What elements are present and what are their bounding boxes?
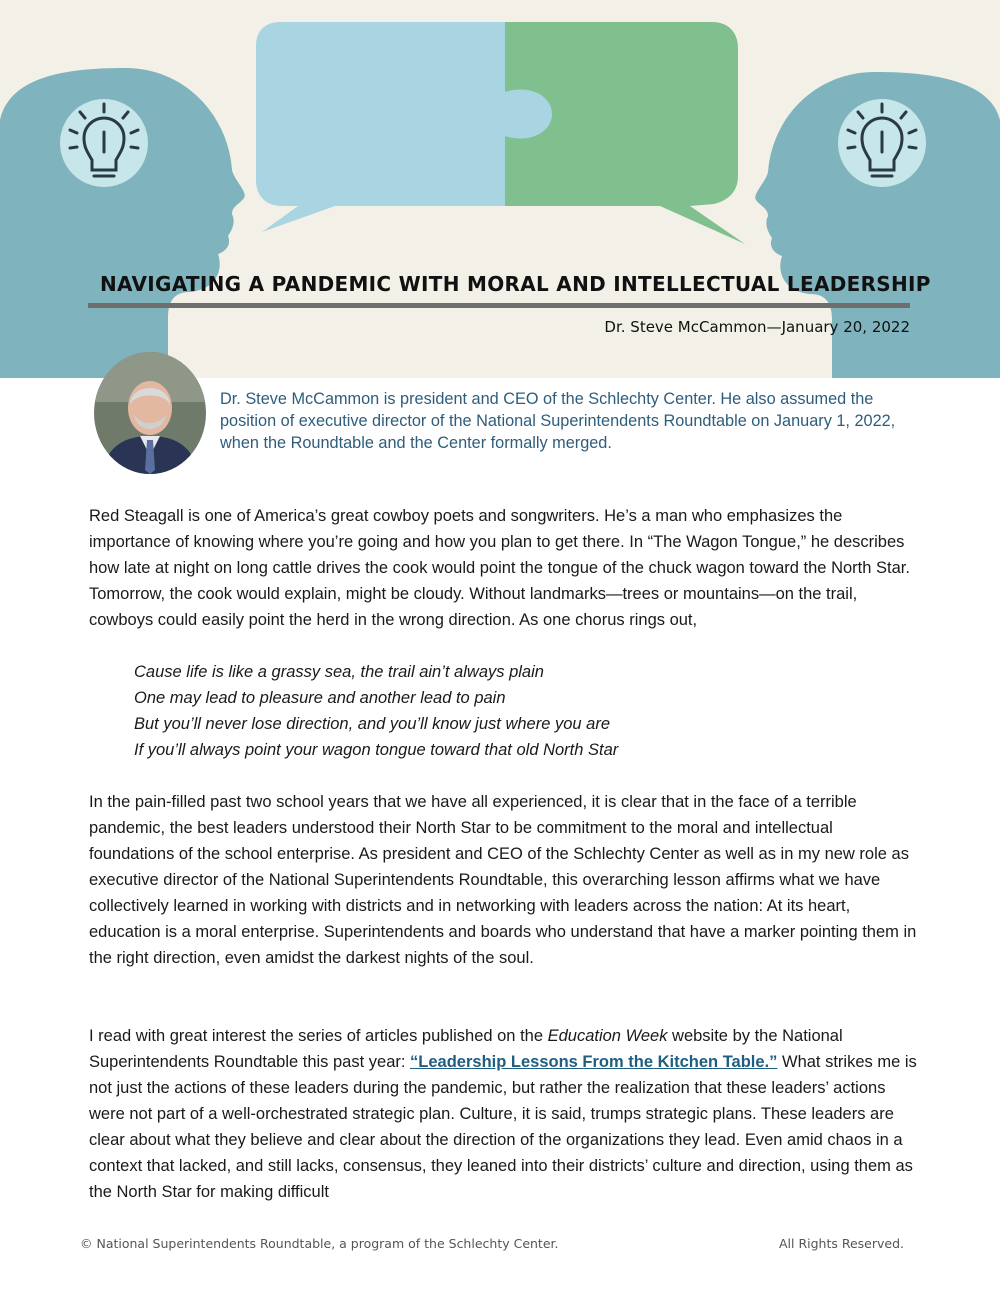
title-divider — [88, 303, 910, 308]
right-speech-bubble — [505, 22, 745, 244]
poem-line: But you’ll never lose direction, and you’ll know just where you are — [134, 715, 611, 733]
publication-name: Education Week — [547, 1027, 668, 1045]
paragraph-1: Red Steagall is one of America’s great cowboy poets and songwriters. He’s a man who emphasizes the importance of knowing where you’re going and how you plan to get there. In “The Wagon Tongue,” he describes how late at night on long cattle drives the cook would point the tongue of the chuck wagon toward the North Star. Tomorrow, the cook would explain, might be cloudy. Without landmarks—trees or mountains—on the trail, cowboys could easily point the herd in the wrong direction. As one chorus rings out, — [89, 507, 910, 629]
author-photo-illustration — [94, 352, 206, 474]
footer-copyright: © National Superintendents Roundtable, a program of the Schlechty Center. — [80, 1236, 559, 1251]
author-bio: Dr. Steve McCammon is president and CEO of the Schlechty Center. He also assumed the position of executive director of the National Superintendents Roundtable on January 1, 2022, when the Roundtable and the Center formally merged. — [220, 390, 896, 452]
paragraph-3-text: website by the National Superintendents Roundtable this past year: — [89, 1027, 843, 1071]
poem-line: Cause life is like a grassy sea, the trail ain’t always plain — [134, 663, 544, 681]
poem-line: If you’ll always point your wagon tongue toward that old North Star — [134, 741, 619, 759]
paragraph-3 — [89, 1023, 919, 1205]
paragraph-3-text: What strikes me is not just the actions of these leaders during the pandemic, but rather the realization that these leaders’ actions were not part of a well-orchestrated strategic plan. Culture, it is said, trumps strategic plans. These leaders are clear about what they believe and clear about the direction of the organizations they lead. Even amid chaos in a context that lacked, and still lacks, consensus, they leaned into their districts’ culture and direction, using them as the North Star for making difficult — [89, 1053, 917, 1201]
article-title: NAVIGATING A PANDEMIC WITH MORAL AND INTELLECTUAL LEADERSHIP — [100, 272, 931, 296]
header-banner — [0, 0, 1000, 378]
poem-chorus — [134, 659, 618, 763]
author-avatar — [94, 352, 206, 474]
author-date-byline: Dr. Steve McCammon—January 20, 2022 — [604, 318, 910, 336]
paragraph-2: In the pain-filled past two school years that we have all experienced, it is clear that in the face of a terrible pandemic, the best leaders understood their North Star to be commitment to the moral and intellectual foundations of the school enterprise. As president and CEO of the Schlechty Center as well as in my new role as executive director of the National Superintendents Roundtable, this overarching lesson affirms what we have collectively learned in working with districts and in networking with leaders across the nation: At its heart, education is a moral enterprise. Superintendents and boards who understand that have a marker pointing them in the right direction, even amidst the darkest nights of the soul. — [89, 793, 917, 967]
paragraph-3-text: I read with great interest the series of articles published on the — [89, 1027, 548, 1045]
footer-rights: All Rights Reserved. — [778, 1236, 904, 1251]
leadership-lessons-link[interactable]: “Leadership Lessons From the Kitchen Table.” — [410, 1053, 778, 1071]
poem-line: One may lead to pleasure and another lead to pain — [134, 689, 506, 707]
